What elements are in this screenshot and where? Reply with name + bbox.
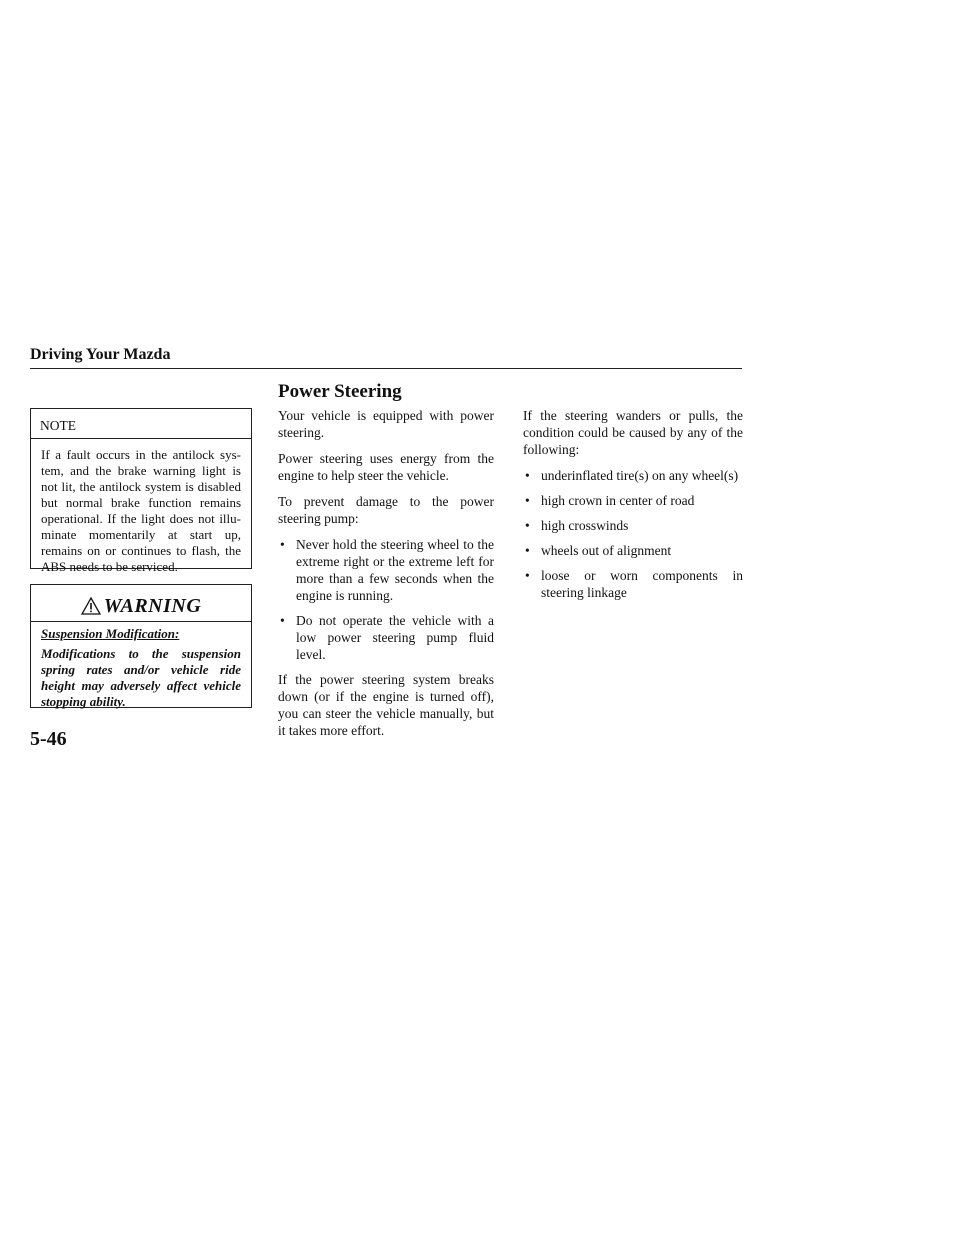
note-heading: NOTE [31,409,251,439]
list-item [523,492,743,509]
warning-triangle-icon [81,597,101,615]
prevent-damage-paragraph: To prevent damage to the power steering pump: [278,494,494,526]
header-rule [30,368,742,369]
note-box [30,408,252,574]
page-number: 5-46 [30,728,67,750]
list-item [523,467,743,484]
cause-list [523,467,743,601]
list-item [278,536,494,604]
list-item-text: wheels out of alignment [541,543,672,558]
section-header: Driving Your Mazda [30,346,171,363]
list-item-text: high crown in center of road [541,493,695,508]
warning-header [31,585,251,621]
warning-text: Modifications to the suspension spring rates and/or vehicle ride height may adversely affect vehicle stopping ability. [41,646,241,709]
wander-paragraph: If the steering wanders or pulls, the condition could be caused by any of the following: [523,408,743,457]
bullet-glyph: • [525,568,530,583]
list-item-text: high crosswinds [541,518,629,533]
warning-label: WARNING [103,594,202,617]
intro-paragraph: Your vehicle is equipped with power steering. [278,408,494,440]
bullet-glyph: • [525,543,530,558]
prevent-damage-list [278,536,494,663]
right-column [523,407,743,609]
list-item [278,612,494,663]
list-item-text: loose or worn components in steering linkage [541,568,743,600]
page-title: Power Steering [278,381,402,402]
list-item-text: Do not operate the vehicle with a low power steering pump fluid level. [296,613,494,662]
middle-column [278,407,494,748]
bullet-glyph: • [280,537,285,552]
list-item [523,517,743,534]
energy-paragraph: Power steering uses energy from the engine to help steer the vehicle. [278,451,494,483]
warning-subtitle: Suspension Modification: [41,626,180,641]
bullet-glyph: • [525,468,530,483]
bullet-glyph: • [525,518,530,533]
list-item-text: Never hold the steering wheel to the extreme right or the extreme left for more than a few seconds when the engine is running. [296,537,494,603]
bullet-glyph: • [280,613,285,628]
breakdown-paragraph: If the power steering system breaks down (or if the engine is turned off), you can steer the vehicle manually, but it takes more effort. [278,672,494,738]
note-text: If a fault occurs in the antilock sys-tem, and the brake warning light is not lit, the antilock system is disabled but normal brake function remains operational. If the light does not illu-minate momentarily at start up, remains on or continues to flash, the ABS needs to be serviced. [41,447,241,574]
list-item-text: underinflated tire(s) on any wheel(s) [541,468,739,483]
bullet-glyph: • [525,493,530,508]
list-item [523,542,743,559]
warning-box [30,584,252,708]
list-item [523,567,743,601]
